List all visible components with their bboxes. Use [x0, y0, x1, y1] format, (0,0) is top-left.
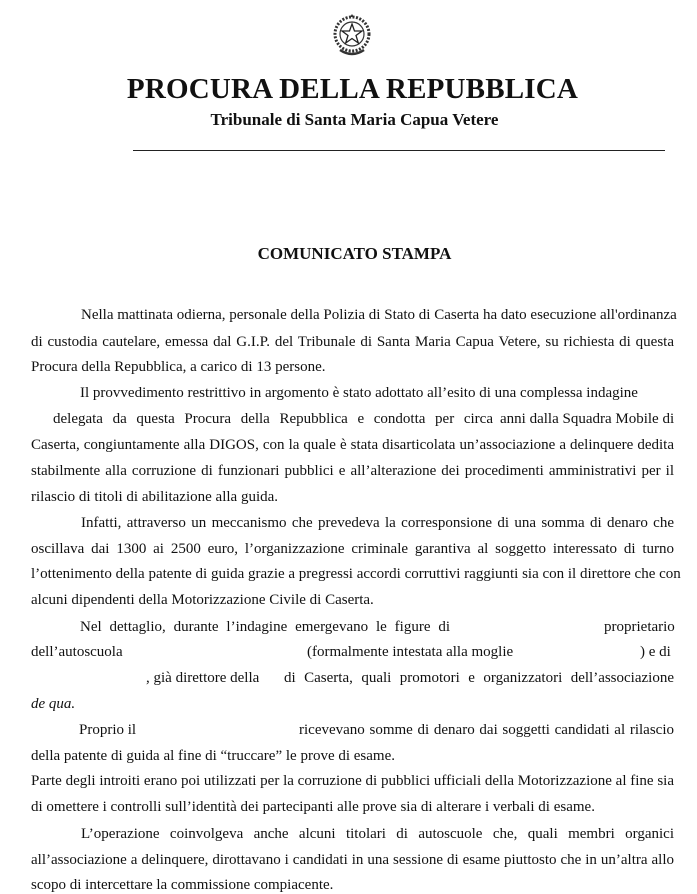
paragraph-line: Procura della Repubblica, a carico di 13 persone. [31, 359, 326, 375]
paragraph-line: l’ottenimento della patente di guida grazie a pregressi accordi corruttivi raggiunti sia con il direttore che con [31, 566, 681, 582]
paragraph-line: stabilmente alla corruzione di funzionari pubblici e all’alterazione dei procedimenti amministrativi per il [31, 463, 674, 479]
paragraph-line: proprietario [604, 619, 675, 635]
paragraph-line: all’associazione a delinquere, dirottavano i candidati in una sessione di esame piuttosto che in un’altra allo [31, 852, 674, 868]
paragraph-line: di omettere i controlli sull’identità dei partecipanti alle prove sia di alterare i verbali di esame. [31, 799, 595, 815]
paragraph-line: della patente di guida al fine di “truccare” le prove di esame. [31, 748, 395, 764]
paragraph-line: anni dalla Squadra Mobile di [500, 411, 675, 427]
office-title: PROCURA DELLA REPUBBLICA [126, 73, 579, 105]
paragraph-line: Parte degli introiti erano poi utilizzati per la corruzione di pubblici ufficiali della Motorizzazione al fine sia [31, 773, 674, 789]
paragraph-line: ricevevano somme di denaro dai soggetti candidati al rilascio [299, 722, 674, 738]
paragraph-line: alcuni dipendenti della Motorizzazione Civile di Caserta. [31, 592, 374, 608]
paragraph-line: Nel dettaglio, durante l’indagine emergevano le figure di [80, 619, 450, 635]
paragraph-line: (formalmente intestata alla moglie [307, 644, 514, 660]
paragraph-line: Proprio il [79, 722, 137, 738]
paragraph-line: Caserta, congiuntamente alla DIGOS, con la quale è stata disarticolata un’associazione a delinquere dedita [31, 437, 674, 453]
paragraph-line: scopo di intercettare la commissione compiacente. [31, 877, 334, 893]
office-subtitle: Tribunale di Santa Maria Capua Vetere [210, 110, 499, 129]
paragraph-line: rilascio di titoli di abilitazione alla guida. [31, 489, 279, 505]
paragraph-line: L’operazione coinvolgeva anche alcuni titolari di autoscuole che, quali membri organici [81, 826, 674, 842]
paragraph-line: Il provvedimento restrittivo in argomento è stato adottato all’esito di una complessa indagine [80, 385, 638, 401]
paragraph-line: oscillava dai 1300 ai 2500 euro, l’organizzazione criminale garantiva al soggetto interessato di turno [31, 541, 674, 557]
paragraph-line: di Caserta, quali promotori e organizzatori dell’associazione [284, 670, 674, 686]
paragraph-line: ) e di [640, 644, 671, 660]
paragraph-line: de qua. [31, 696, 76, 712]
paragraph-line: Nella mattinata odierna, personale della Polizia di Stato di Caserta ha dato esecuzione all'ordinanza [81, 307, 677, 323]
emblem-icon [330, 12, 374, 60]
document-heading: COMUNICATO STAMPA [257, 244, 452, 263]
paragraph-line: delegata da questa Procura della Repubblica e condotta per circa [53, 411, 493, 427]
paragraph-line: Infatti, attraverso un meccanismo che prevedeva la corresponsione di una somma di denaro che [81, 515, 674, 531]
paragraph-line: , già direttore della [146, 670, 260, 686]
paragraph-line: di custodia cautelare, emessa dal G.I.P. del Tribunale di Santa Maria Capua Vetere, su richiesta di questa [31, 334, 674, 350]
header-divider [133, 150, 665, 151]
paragraph-line: dell’autoscuola [31, 644, 123, 660]
